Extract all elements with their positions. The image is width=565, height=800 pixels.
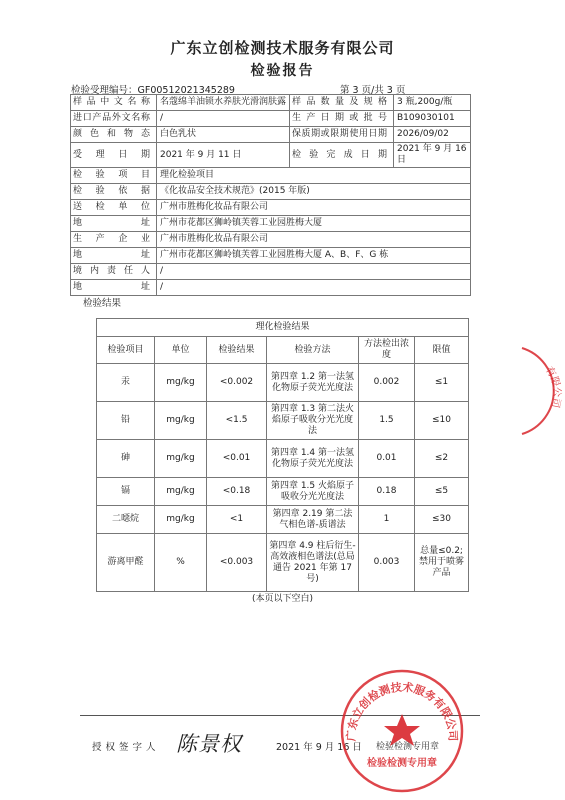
info-value: 广州市花都区狮岭镇芙蓉工业园胜梅大厦 [157,216,471,232]
info-value: B109030101 [394,111,471,127]
method-cell: 第四章 1.2 第一法氢化物原子荧光光度法 [267,364,359,402]
column-header: 检验结果 [207,337,267,364]
table-row [97,506,469,534]
item-cell: 砷 [97,440,155,478]
column-header: 检验项目 [97,337,155,364]
info-value: 2021 年 9 月 11 日 [157,143,290,168]
table-row [97,478,469,506]
info-row [71,95,471,111]
results-table-caption: 理化检验结果 [97,319,469,337]
info-row [71,248,471,264]
limit-cell: ≤30 [415,506,469,534]
info-key: 受理日期 [71,143,157,168]
info-value: 广州市胜梅化妆品有限公司 [157,200,471,216]
item-cell: 二噁烷 [97,506,155,534]
lod-cell: 1.5 [359,402,415,440]
lod-cell: 0.003 [359,534,415,592]
table-row [97,364,469,402]
info-row [71,200,471,216]
acceptance-number-value: GF00512021345289 [137,85,235,96]
svg-text:有限公司 [543,364,563,409]
table-row [97,402,469,440]
info-value: 2026/09/02 [394,127,471,143]
page-info: 第 3 页/共 3 页 [340,85,406,96]
info-key: 检验依据 [71,184,157,200]
info-value: 理化检验项目 [157,168,471,184]
seal-bottom-text: 检验检测专用章 [367,758,437,769]
sample-info-table [70,94,471,296]
edge-seal-text: 有限公司 [542,364,563,409]
edge-seal-stamp [518,346,565,436]
item-cell: 铅 [97,402,155,440]
info-value: 2021 年 9 月 16 日 [394,143,471,168]
result-cell: <1.5 [207,402,267,440]
info-key: 生产企业 [71,232,157,248]
info-value: 3 瓶,200g/瓶 [394,95,471,111]
info-value: 广州市花都区狮岭镇芙蓉工业园胜梅大厦 A、B、F、G 栋 [157,248,471,264]
column-header: 方法检出浓度 [359,337,415,364]
result-cell: <0.18 [207,478,267,506]
blank-note: (本页以下空白) [251,594,314,604]
info-row [71,280,471,296]
info-value: 广州市胜梅化妆品有限公司 [157,232,471,248]
result-cell: <0.003 [207,534,267,592]
item-cell: 汞 [97,364,155,402]
info-value: / [157,280,471,296]
info-value: 名蔻绵羊油锁水养肤光滑润肤露 [157,95,290,111]
info-row [71,264,471,280]
info-key: 地址 [71,216,157,232]
unit-cell: mg/kg [155,506,207,534]
info-row [71,143,471,168]
info-row [71,127,471,143]
info-key: 保质期或限期使用日期 [290,127,394,143]
info-row [71,216,471,232]
info-value: 白色乳状 [157,127,290,143]
method-cell: 第四章 1.5 火焰原子吸收分光光度法 [267,478,359,506]
unit-cell: mg/kg [155,364,207,402]
results-header-row [97,337,469,364]
unit-cell: % [155,534,207,592]
info-value: / [157,111,290,127]
info-value: / [157,264,471,280]
lod-cell: 0.01 [359,440,415,478]
info-key: 地址 [71,280,157,296]
info-key: 样品中文名称 [71,95,157,111]
lod-cell: 1 [359,506,415,534]
info-row [71,168,471,184]
unit-cell: mg/kg [155,402,207,440]
info-key: 生产日期或批号 [290,111,394,127]
column-header: 限值 [415,337,469,364]
info-key: 地址 [71,248,157,264]
info-row [71,184,471,200]
handwritten-signature: 陈景权 [176,732,242,756]
info-key: 检验完成日期 [290,143,394,168]
result-cell: <1 [207,506,267,534]
limit-cell: ≤1 [415,364,469,402]
item-cell: 镉 [97,478,155,506]
star-icon [384,714,420,746]
method-cell: 第四章 4.9 柱后衍生-高效液相色谱法(总局通告 2021 年第 17 号) [267,534,359,592]
info-key: 颜色和物态 [71,127,157,143]
info-key: 进口产品外文名称 [71,111,157,127]
limit-cell: ≤5 [415,478,469,506]
result-cell: <0.01 [207,440,267,478]
sign-date: 2021 年 9 月 16 日 [276,742,362,753]
result-cell: <0.002 [207,364,267,402]
table-row [97,534,469,592]
limit-cell: 总量≤0.2; 禁用于喷雾产品 [415,534,469,592]
limit-cell: ≤2 [415,440,469,478]
info-key: 检验项目 [71,168,157,184]
info-value: 《化妆品安全技术规范》(2015 年版) [157,184,471,200]
info-key: 境内责任人 [71,264,157,280]
results-table [96,318,469,592]
signer-label: 授权签字人 [92,742,160,753]
report-title: 检验报告 [250,63,315,79]
chop-caption: 检验检测专用章 [376,742,440,752]
limit-cell: ≤10 [415,402,469,440]
company-seal-stamp [337,666,467,796]
info-key: 样品数量及规格 [290,95,394,111]
method-cell: 第四章 2.19 第二法气相色谱-质谱法 [267,506,359,534]
company-name: 广东立创检测技术服务有限公司 [170,39,395,57]
unit-cell: mg/kg [155,478,207,506]
method-cell: 第四章 1.4 第一法氢化物原子荧光光度法 [267,440,359,478]
seal-arc-text: 广东立创检测技术服务有限公司 [344,680,460,742]
table-row [97,440,469,478]
column-header: 检验方法 [267,337,359,364]
info-row [71,111,471,127]
info-key: 送检单位 [71,200,157,216]
unit-cell: mg/kg [155,440,207,478]
lod-cell: 0.18 [359,478,415,506]
info-row [71,232,471,248]
column-header: 单位 [155,337,207,364]
method-cell: 第四章 1.3 第二法火焰原子吸收分光光度法 [267,402,359,440]
item-cell: 游离甲醛 [97,534,155,592]
results-section-label: 检验结果 [83,298,122,309]
lod-cell: 0.002 [359,364,415,402]
acceptance-number-label: 检验受理编号： [71,85,138,96]
